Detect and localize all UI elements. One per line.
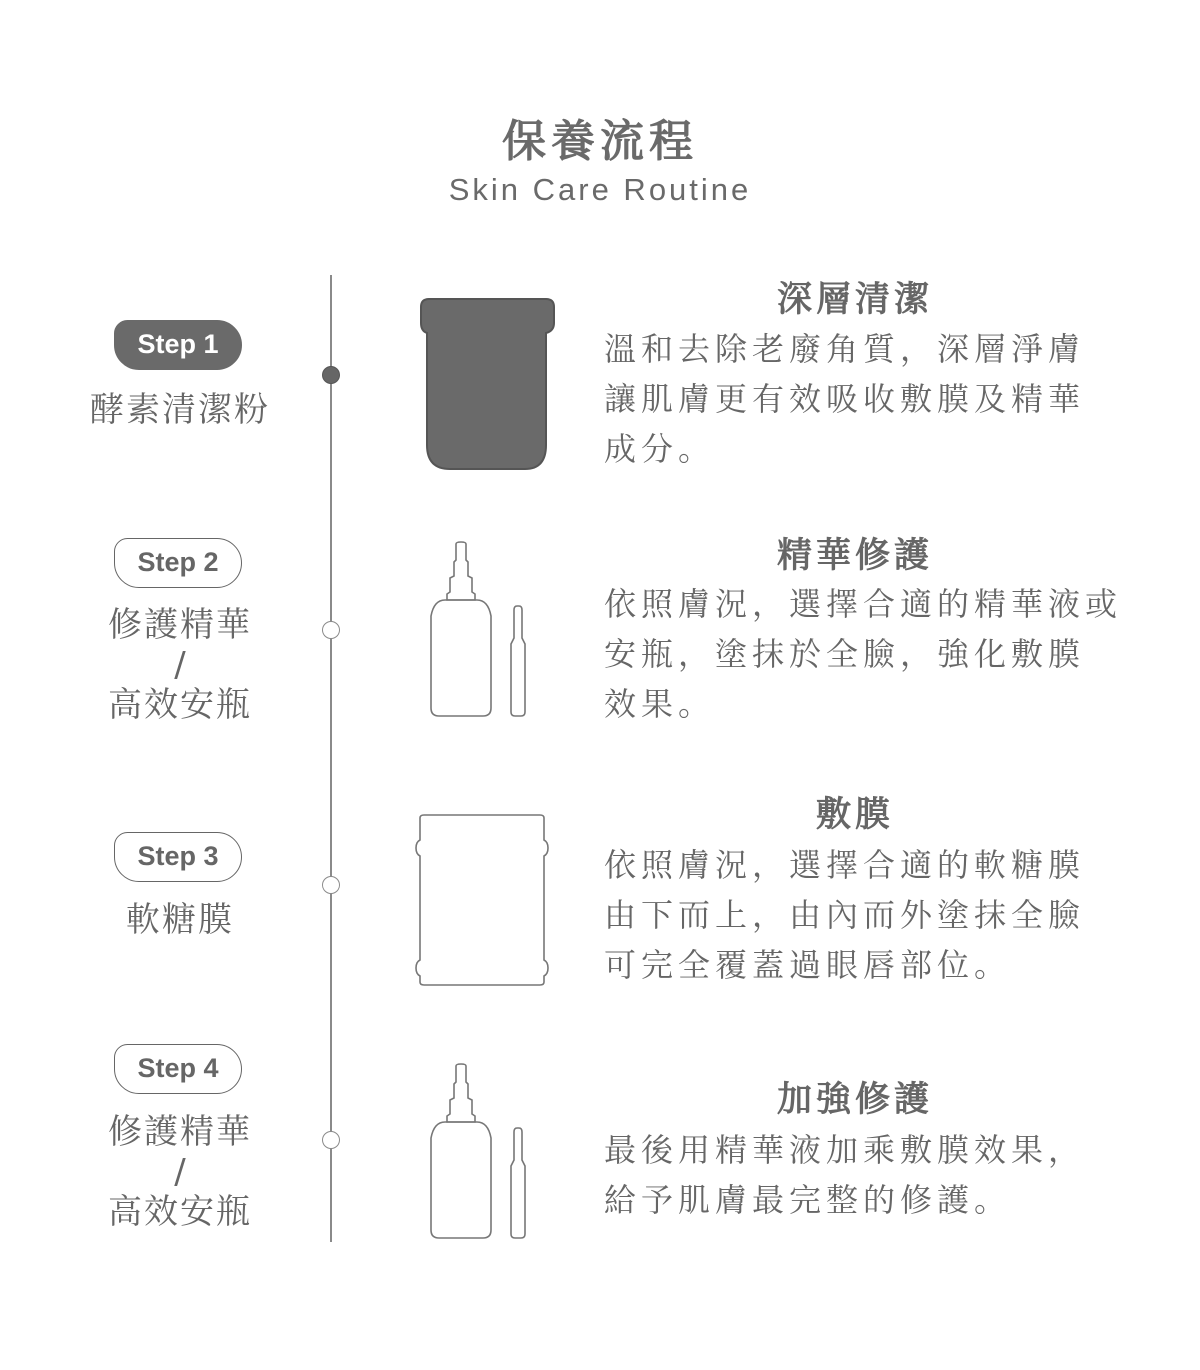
desc-line: 成分。 (604, 430, 716, 468)
page-title: 保養流程 (502, 116, 698, 167)
step-3-badge[interactable]: Step 3 (114, 832, 242, 882)
step-2-name-separator: / (174, 645, 186, 685)
timeline-line (330, 275, 332, 1242)
step-1-heading: 深層清潔 (776, 280, 933, 320)
step-2-name-line-2: 高效安瓶 (108, 685, 252, 725)
timeline-dot-step-4 (322, 1131, 340, 1149)
step-4-name-line-2: 高效安瓶 (108, 1192, 252, 1232)
serum-dropper-ampoule-icon (425, 540, 535, 720)
step-4-heading: 加強修護 (776, 1080, 933, 1120)
step-4-description (604, 1125, 1124, 1225)
step-4-badge[interactable]: Step 4 (114, 1044, 242, 1094)
page-subtitle: Skin Care Routine (448, 172, 752, 207)
step-3-description (604, 840, 1124, 990)
timeline-dot-step-2 (322, 621, 340, 639)
desc-line: 效果。 (604, 685, 716, 723)
desc-line: 依照膚況，選擇合適的精華液或 (604, 585, 1123, 623)
desc-line: 最後用精華液加乘敷膜效果， (604, 1131, 1086, 1169)
step-1-description (604, 324, 1124, 474)
step-1-badge[interactable]: Step 1 (114, 320, 242, 370)
desc-line: 給予肌膚最完整的修護。 (604, 1181, 1012, 1219)
step-2-description (604, 579, 1124, 729)
serum-dropper-ampoule-icon (425, 1062, 535, 1242)
step-3-heading: 敷膜 (815, 795, 894, 835)
step-2-heading: 精華修護 (776, 536, 933, 576)
desc-line: 安瓶，塗抹於全臉，強化敷膜 (604, 635, 1086, 673)
step-2-badge[interactable]: Step 2 (114, 538, 242, 588)
timeline-dot-step-3 (322, 876, 340, 894)
desc-line: 可完全覆蓋過眼唇部位。 (604, 946, 1012, 984)
step-4-name-separator: / (174, 1152, 186, 1192)
timeline-dot-step-1 (322, 366, 340, 384)
desc-line: 依照膚況，選擇合適的軟糖膜 (604, 846, 1086, 884)
desc-line: 由下而上，由內而外塗抹全臉 (604, 896, 1086, 934)
powder-jar-icon (415, 295, 560, 475)
mask-pouch-icon (410, 812, 555, 990)
step-4-name-line-1: 修護精華 (108, 1112, 252, 1152)
step-2-name-line-1: 修護精華 (108, 605, 252, 645)
step-1-name: 酵素清潔粉 (90, 390, 270, 430)
desc-line: 溫和去除老廢角質，深層淨膚 (604, 330, 1086, 368)
desc-line: 讓肌膚更有效吸收敷膜及精華 (604, 380, 1086, 418)
step-3-name: 軟糖膜 (126, 900, 234, 940)
